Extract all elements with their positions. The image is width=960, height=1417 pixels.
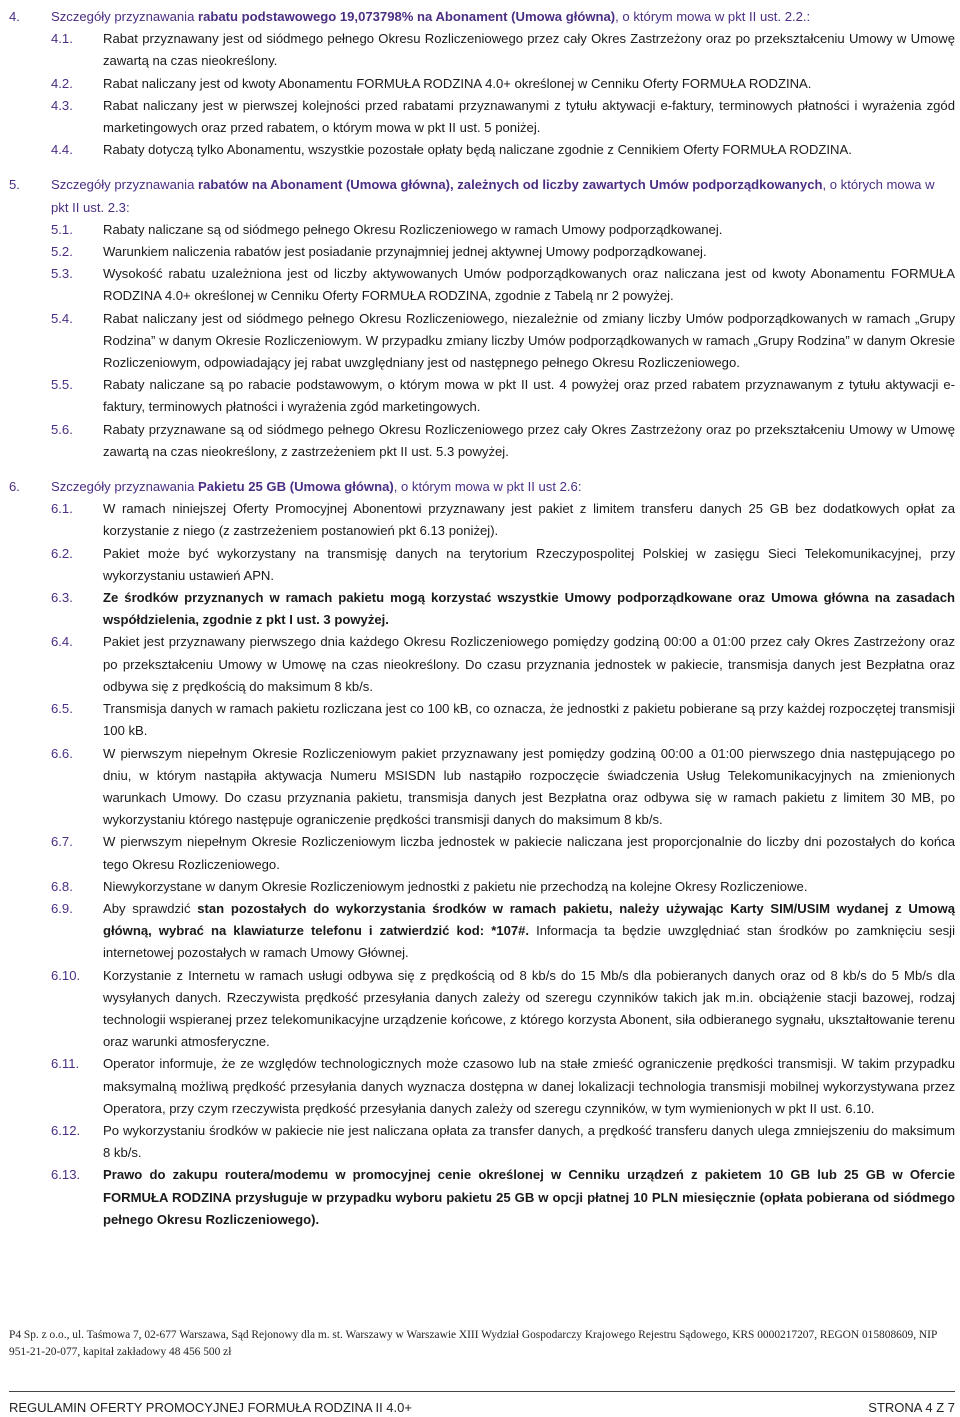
document-body	[9, 6, 955, 1231]
clause-number: 6.5.	[51, 701, 73, 717]
page-number: STRONA 4 Z 7	[868, 1400, 955, 1415]
clause-text: Pakiet jest przyznawany pierwszego dnia każdego Okresu Rozliczeniowego pomiędzy godziną 00:00 a 01:00 przez cały Okres Zastrzeżony oraz po przekształceniu Umowy w Umowę na czas nieokreślony. Do czasu przyznania jednostek w pakiecie, transmisja danych jest Bezpłatna oraz odbywa się z prędkością do maksimum 8 kb/s.	[103, 634, 955, 694]
section-title-bold: rabatu podstawowego 19,073798% na Abonament (Umowa główna)	[198, 9, 616, 24]
section-title	[51, 9, 810, 24]
clause-item	[9, 898, 955, 965]
clause-number: 6.1.	[51, 501, 73, 517]
clause-item	[9, 28, 955, 72]
clause-text: Rabat naliczany jest w pierwszej kolejności przed rabatami przyznawanymi z tytułu aktywacji e-faktury, terminowych płatności i wyrażenia zgód marketingowych oraz przed rabatem, o którym mowa w pkt II ust. 5 poniżej.	[103, 97, 955, 136]
clause-text: Aby sprawdzić	[103, 900, 198, 916]
clause-text: Rabaty naliczane są po rabacie podstawowym, o którym mowa w pkt II ust. 4 powyżej oraz przed rabatem przyznawanym z tytułu aktywacji e-faktury, terminowych płatności i wyrażenia zgód marketingowych.	[103, 377, 955, 415]
clause-item	[9, 1053, 955, 1120]
clause-item	[9, 308, 955, 375]
clause-number: 6.8.	[51, 878, 73, 894]
clause-text: Korzystanie z Internetu w ramach usługi odbywa się z prędkością od 8 kb/s do 15 Mb/s dla pobieranych danych oraz od 8 kb/s do 5 Mb/s dla wysyłanych danych. Rzeczywista prędkość przesyłania danych zależy od szeregu czynników takich jak m.in. obciążenie stacji bazowej, rodzaj technologii wspieranej przez telekomunikacyjne urządzenie końcowe, z którego korzysta Abonent, siła odbieranego sygnału, ukształtowanie terenu oraz warunki atmosferyczne.	[103, 967, 955, 1050]
clause-number: 4.2.	[51, 75, 73, 91]
clause-text: stan pozostałych do wykorzystania środków w ramach pakietu, należy używając Karty SIM/USIM wydanej z Umową główną, wybrać na klawiaturze telefonu i zatwierdzić kod: *107#.	[103, 900, 955, 939]
section-title-prefix: Szczegóły przyznawania	[51, 479, 199, 495]
clause-item	[9, 831, 955, 875]
clause-number: 6.7.	[51, 834, 73, 850]
section-title	[51, 177, 935, 214]
clause-number: 6.3.	[51, 590, 73, 606]
clause-number: 6.13.	[51, 1167, 81, 1183]
section-heading	[9, 174, 955, 218]
clause-text: Rabaty przyznawane są od siódmego pełnego Okresu Rozliczeniowego przez cały Okres Zastrzeżony oraz po przekształceniu Umowy w Umowę zawartą na czas nieokreślony, z zastrzeżeniem pkt II ust. 5.3 powyżej.	[103, 421, 955, 459]
clause-item	[9, 543, 955, 587]
clause-number: 6.10.	[51, 967, 81, 983]
clause-text: Wysokość rabatu uzależniona jest od liczby aktywowanych Umów podporządkowanych oraz naliczana jest od kwoty Abonamentu FORMUŁA RODZINA 4.0+ określonej w Cenniku Oferty FORMUŁA RODZINA, zgodnie z Tabelą nr 2 powyżej.	[103, 266, 955, 304]
clause-number: 5.2.	[51, 244, 73, 260]
clause-number: 5.6.	[51, 421, 73, 437]
clause-number: 5.4.	[51, 310, 73, 326]
clause-number: 6.9.	[51, 900, 73, 916]
clause-text: Prawo do zakupu routera/modemu w promocyjnej cenie określonej w Cenniku urządzeń z pakietem 10 GB lub 25 GB w Ofercie FORMUŁA RODZINA przysługuje w przypadku wyboru pakietu 25 GB w opcji płatnej 10 PLN miesięcznie (opłata pobierana od siódmego pełnego Okresu Rozliczeniowego).	[103, 1167, 955, 1227]
clause-text: Rabat naliczany jest od siódmego pełnego Okresu Rozliczeniowego, niezależnie od zmiany liczby Umów podporządkowanych w ramach „Grupy Rodzina” w danym Okresie Rozliczeniowym. W przypadku zmiany liczby Umów podporządkowanych w ramach „Grupy Rodzina” w danym Okresie Rozliczeniowym, odpowiadający jej rabat uwzględniany jest od następnego pełnego Okresu Rozliczeniowego.	[103, 310, 955, 371]
clause-number: 6.12.	[51, 1122, 81, 1138]
clause-item	[9, 241, 955, 263]
section-number: 5.	[9, 177, 20, 193]
clause-number: 6.2.	[51, 545, 73, 561]
clause-number: 6.11.	[51, 1056, 80, 1072]
clause-number: 4.1.	[51, 31, 73, 47]
clause-text: Operator informuje, że ze względów technologicznych może czasowo lub na stałe zmieść ograniczenie prędkości transmisji. W takim przypadku maksymalną możliwą prędkość przesyłania danych wyznacza dostępna w danej lokalizacji technologia transmisji mobilnej wykorzystywana przez Operatora, przy czym rzeczywista prędkość przesyłania danych zależy od szeregu czynników, w tym wymienionych w pkt II ust. 6.10.	[103, 1056, 955, 1116]
clause-text: W pierwszym niepełnym Okresie Rozliczeniowym pakiet przyznawany jest pomiędzy godziną 00:00 a 01:00 pierwszego dnia następującego po dniu, w którym nastąpiła aktywacja Numeru MSISDN lub nastąpiło rozpoczęcie świadczenia Usług Telekomunikacyjnych na zmienionych warunkach Umowy. Do czasu przyznania pakietu, transmisja danych jest Bezpłatna oraz odbywa się w ramach pakietu z limitem 30 MB, po wykorzystaniu którego następuje ograniczenie prędkości transmisji danych do maksimum 8 kb/s.	[103, 745, 955, 828]
section-number: 4.	[9, 9, 20, 24]
document-title: REGULAMIN OFERTY PROMOCYJNEJ FORMUŁA RODZINA II 4.0+	[9, 1400, 412, 1415]
clause-text: Transmisja danych w ramach pakietu rozliczana jest co 100 kB, co oznacza, że jednostki z pakietu pobierane są przy każdej rozpoczętej transmisji 100 kB.	[103, 701, 955, 739]
section-heading	[9, 6, 955, 28]
clause-number: 4.4.	[51, 142, 73, 158]
clause-item	[9, 498, 955, 542]
clause-item	[9, 73, 955, 95]
clause-item	[9, 1120, 955, 1164]
clause-item	[9, 263, 955, 307]
company-info: P4 Sp. z o.o., ul. Taśmowa 7, 02-677 Warszawa, Sąd Rejonowy dla m. st. Warszawy w Warszawie XIII Wydział Gospodarczy Krajowego Rejestru Sądowego, KRS 0000217207, REGON 015808609, NIP 951-21-20-077, kapitał zakładowy 48 456 500 zł	[9, 1329, 937, 1358]
section-title-suffix: , o których mowa w pkt II ust. 2.3:	[51, 177, 935, 215]
section-title-bold: Pakietu 25 GB (Umowa główna)	[198, 479, 394, 495]
clause-text: Rabaty dotyczą tylko Abonamentu, wszystkie pozostałe opłaty będą naliczane zgodnie z Cennikiem Oferty FORMUŁA RODZINA.	[103, 142, 852, 158]
clause-item	[9, 95, 955, 139]
clause-number: 5.3.	[51, 266, 73, 282]
clause-item	[9, 139, 955, 161]
clause-item	[9, 374, 955, 418]
clause-item	[9, 743, 955, 832]
clause-item	[9, 698, 955, 742]
section-title-suffix: , o którym mowa w pkt II ust 2.6:	[393, 479, 582, 495]
clause-text: Rabat przyznawany jest od siódmego pełnego Okresu Rozliczeniowego przez cały Okres Zastrzeżony oraz po przekształceniu Umowy w Umowę zawartą na czas nieokreślony.	[103, 31, 955, 69]
clause-text: Rabaty naliczane są od siódmego pełnego Okresu Rozliczeniowego w ramach Umowy podporządkowanej.	[103, 221, 723, 237]
clause-text: W ramach niniejszej Oferty Promocyjnej Abonentowi przyznawany jest pakiet z limitem transferu danych 25 GB bez dodatkowych opłat za korzystanie z niego (z zastrzeżeniem postanowień pkt 6.13 poniżej).	[103, 501, 955, 539]
section-heading	[9, 476, 955, 498]
section-title	[51, 479, 581, 494]
clause-text: Pakiet może być wykorzystany na transmisję danych na terytorium Rzeczypospolitej Polskiej w zasięgu Sieci Telekomunikacyjnej, przy wykorzystaniu ustawień APN.	[103, 545, 955, 583]
clause-text: Ze środków przyznanych w ramach pakietu mogą korzystać wszystkie Umowy podporządkowane oraz Umowa główna na zasadach współdzielenia, zgodnie z pkt I ust. 3 powyżej.	[103, 590, 955, 628]
section-title-bold: rabatów na Abonament (Umowa główna), zależnych od liczby zawartych Umów podporządkowanych	[198, 177, 823, 193]
clause-item	[9, 631, 955, 698]
footer-bar	[9, 1399, 955, 1417]
section-title-suffix: , o którym mowa w pkt II ust. 2.2.:	[615, 9, 811, 24]
clause-text: Rabat naliczany jest od kwoty Abonamentu FORMUŁA RODZINA 4.0+ określonej w Cenniku Oferty FORMUŁA RODZINA.	[103, 75, 812, 91]
clause-number: 5.1.	[51, 221, 73, 237]
clause-item	[9, 419, 955, 463]
clause-text: Niewykorzystane w danym Okresie Rozliczeniowym jednostki z pakietu nie przechodzą na kolejne Okresy Rozliczeniowe.	[103, 878, 808, 894]
clause-item	[9, 219, 955, 241]
footer-divider	[9, 1391, 955, 1392]
clause-number: 6.6.	[51, 745, 73, 761]
clause-item	[9, 876, 955, 898]
clause-number: 6.4.	[51, 634, 73, 650]
section-title-prefix: Szczegóły przyznawania	[51, 9, 199, 24]
clause-text: W pierwszym niepełnym Okresie Rozliczeniowym liczba jednostek w pakiecie naliczana jest proporcjonalnie do liczby dni pozostałych do końca tego Okresu Rozliczeniowego.	[103, 834, 955, 872]
section-number: 6.	[9, 479, 20, 495]
clause-number: 5.5.	[51, 377, 73, 393]
clause-text: Warunkiem naliczenia rabatów jest posiadanie przynajmniej jednej aktywnej Umowy podporządkowanej.	[103, 244, 707, 260]
clause-item	[9, 965, 955, 1054]
clause-item	[9, 587, 955, 631]
clause-item	[9, 1164, 955, 1231]
clause-number: 4.3.	[51, 97, 73, 113]
clause-text: Informacja ta będzie uwzględniać stan środków po zamknięciu sesji internetowej pozostałych w ramach Umowy Głównej.	[103, 923, 955, 961]
clause-text: Po wykorzystaniu środków w pakiecie nie jest naliczana opłata za transfer danych, a prędkość transferu danych ulega zmniejszeniu do maksimum 8 kb/s.	[103, 1122, 955, 1161]
section-title-prefix: Szczegóły przyznawania	[51, 177, 199, 193]
